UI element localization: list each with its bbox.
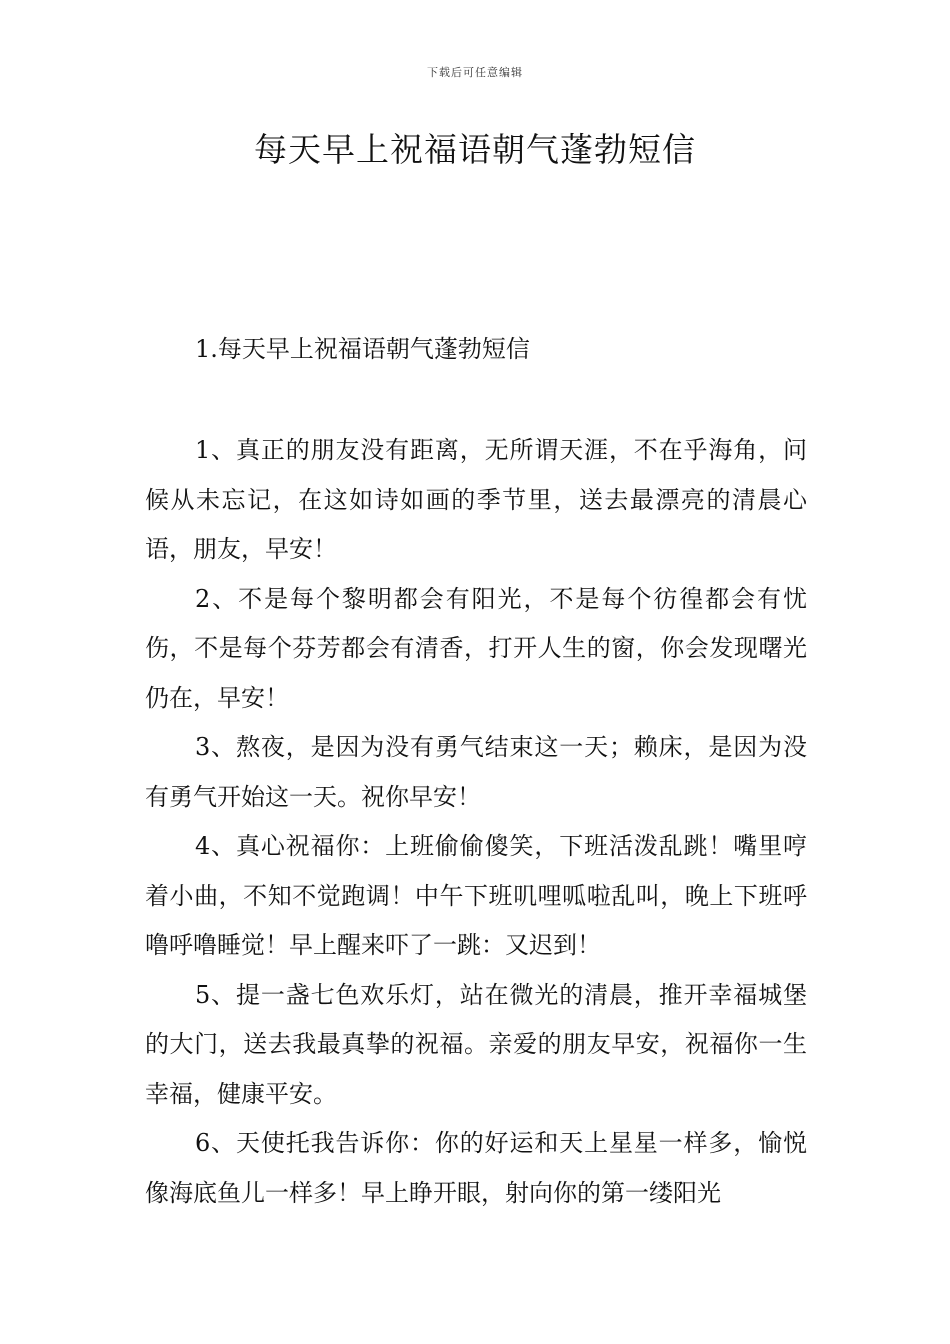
paragraph-6: 6、天使托我告诉你：你的好运和天上星星一样多，愉悦像海底鱼儿一样多！早上睁开眼，射向你的第一缕阳光 bbox=[145, 1129, 807, 1207]
paragraph-4: 4、真心祝福你：上班偷偷傻笑，下班活泼乱跳！嘴里哼着小曲，不知不觉跑调！中午下班叽哩呱啦乱叫，晚上下班呼噜呼噜睡觉！早上醒来吓了一跳：又迟到！ bbox=[145, 832, 807, 959]
page-header-note: 下载后可任意编辑 bbox=[427, 66, 523, 79]
document-title: 每天早上祝福语朝气蓬勃短信 bbox=[254, 130, 696, 169]
paragraph-3: 3、熬夜，是因为没有勇气结束这一天；赖床，是因为没有勇气开始这一天。祝你早安！ bbox=[145, 733, 807, 811]
document-body bbox=[145, 426, 807, 1218]
paragraph-1: 1、真正的朋友没有距离，无所谓天涯，不在乎海角，问候从未忘记，在这如诗如画的季节里，送去最漂亮的清晨心语，朋友，早安！ bbox=[145, 436, 807, 563]
section-heading: 1.每天早上祝福语朝气蓬勃短信 bbox=[195, 335, 530, 363]
paragraph-2: 2、不是每个黎明都会有阳光，不是每个彷徨都会有忧伤，不是每个芬芳都会有清香，打开人生的窗，你会发现曙光仍在，早安！ bbox=[145, 584, 807, 712]
paragraph-5: 5、提一盏七色欢乐灯，站在微光的清晨，推开幸福城堡的大门，送去我最真挚的祝福。亲爱的朋友早安，祝福你一生幸福，健康平安。 bbox=[145, 980, 807, 1108]
